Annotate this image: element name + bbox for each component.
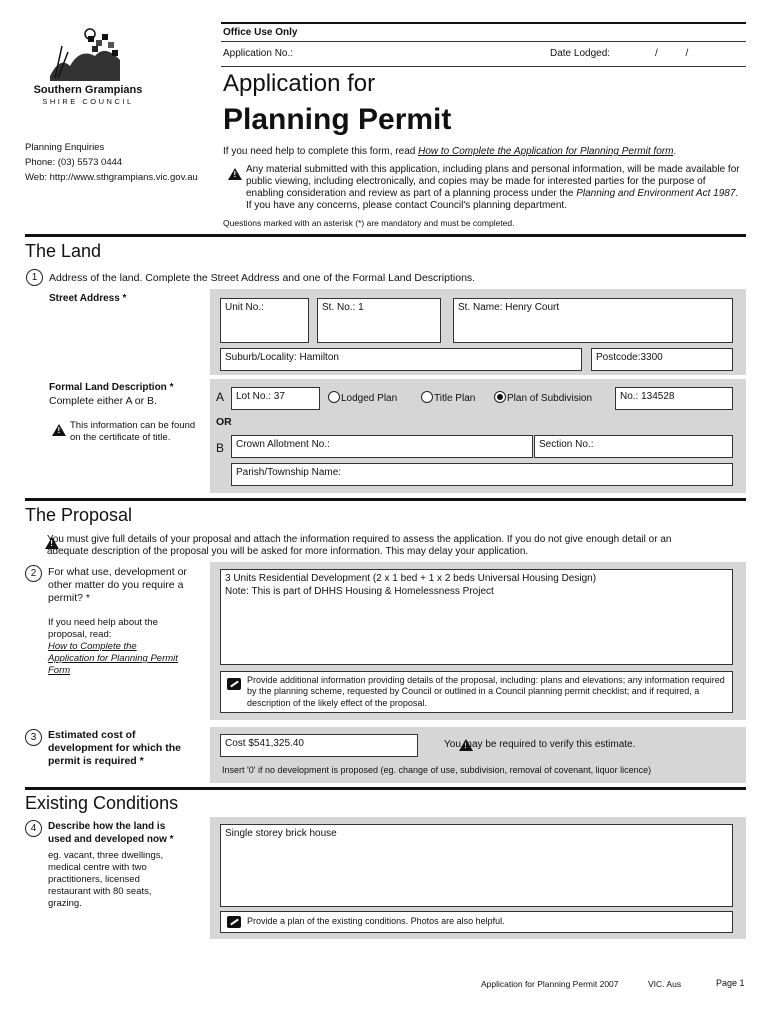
footer-form-name: Application for Planning Permit 2007: [481, 979, 619, 989]
lodged-plan-radio[interactable]: [328, 391, 340, 403]
proposal-rule: [25, 498, 746, 501]
council-name: Southern Grampians: [33, 84, 143, 96]
land-heading: The Land: [25, 241, 102, 261]
proposal-answer-line-1: 3 Units Residential Development (2 x 1 bed + 1 x 2 beds Universal Housing Design): [225, 573, 597, 584]
unit-no-field[interactable]: Unit No.:: [220, 298, 309, 343]
proposal-heading: The Proposal: [25, 505, 133, 525]
question-2-label: For what use, development or other matter do you require a permit? *: [48, 566, 187, 605]
help-link[interactable]: How to Complete the Application for Planning Permit form: [418, 146, 674, 157]
existing-use-field[interactable]: Single storey brick house: [220, 824, 733, 907]
existing-heading: Existing Conditions: [25, 793, 179, 813]
postcode-field[interactable]: Postcode:3300: [591, 348, 733, 371]
crown-allotment-field[interactable]: Crown Allotment No.:: [231, 435, 533, 458]
plan-subdivision-radio[interactable]: [494, 391, 506, 403]
existing-rule: [25, 787, 746, 790]
cost-insert-note: Insert '0' if no development is proposed (eg. change of use, subdivision, removal of covenant, liquor licence): [222, 765, 652, 775]
or-label: OR: [216, 416, 232, 428]
cert-note: This information can be found on the certificate of title.: [70, 420, 196, 443]
section-no-field[interactable]: Section No.:: [534, 435, 733, 458]
warning-icon: [228, 168, 242, 180]
street-name-field[interactable]: St. Name: Henry Court: [453, 298, 733, 343]
mandatory-note: Questions marked with an asterisk (*) are mandatory and must be completed.: [223, 218, 515, 228]
warning-act: Planning and Environment Act 1987: [576, 188, 736, 199]
question-4-help: eg. vacant, three dwellings, medical centre with two practitioners, licensed restaurant with 80 seats, grazing.: [48, 850, 164, 909]
help-text-end: .: [673, 146, 677, 157]
proposal-intro: You must give full details of your proposal and attach the information required to assess the application. If you do not give enough detail or an adequate description of the proposal you will be asked for more information. This may delay your application.: [47, 534, 672, 557]
phone-number: Phone: (03) 5573 0444: [25, 157, 123, 168]
website: Web: http://www.sthgrampians.vic.gov.au: [25, 172, 198, 183]
council-logo-icon: [40, 26, 130, 86]
question-2-number: 2: [25, 565, 42, 582]
verify-note: You may be required to verify this estimate.: [444, 739, 636, 750]
street-address-label: Street Address *: [49, 293, 127, 304]
header-top-rule: [221, 22, 746, 24]
street-no-field[interactable]: St. No.: 1: [317, 298, 441, 343]
warning-text: Any material submitted with this application, including plans and personal information, will be made available for public viewing, including electronically, and copies may be made for interested parties for the purpose of enabling consideration and review as part of a planning process under the: [246, 164, 740, 199]
existing-pen-icon: [227, 916, 241, 928]
help-text-lead: If you need help to complete this form, read: [223, 146, 419, 157]
proposal-note-text: Provide additional information providing details of the proposal, including: plans and elevations; any information required by the planning scheme, requested by Council or outlined in a Council planning permit checklist; and if required, a description of the likely effect of the proposal.: [247, 675, 725, 708]
lot-no-field[interactable]: Lot No.: 37: [231, 387, 320, 410]
footer-page: Page 1: [716, 978, 745, 988]
title-plan-label: Title Plan: [434, 393, 476, 404]
estimated-cost-field[interactable]: Cost $541,325.40: [220, 734, 418, 757]
application-no-field[interactable]: Application No.:: [223, 48, 294, 59]
proposal-answer-line-2: Note: This is part of DHHS Housing & Homelessness Project: [225, 585, 494, 597]
office-use-label: Office Use Only: [223, 27, 298, 38]
suburb-field[interactable]: Suburb/Locality: Hamilton: [220, 348, 582, 371]
question-1-text: Address of the land. Complete the Street Address and one of the Formal Land Descriptions.: [49, 272, 476, 284]
question-2-help: If you need help about the proposal, read:: [48, 617, 158, 640]
footer-state: VIC. Aus: [648, 979, 682, 989]
help-text: [223, 146, 743, 157]
question-3-number: 3: [25, 729, 42, 746]
date-slashes: / /: [655, 48, 689, 59]
question-4-label: Describe how the land is used and developed now *: [48, 821, 174, 845]
lodged-plan-label: Lodged Plan: [341, 393, 398, 404]
formal-land-sub: Complete either A or B.: [49, 395, 157, 407]
title-plan-radio[interactable]: [421, 391, 433, 403]
planning-enquiries: Planning Enquiries: [25, 142, 105, 153]
question-4-number: 4: [25, 820, 42, 837]
cert-warning-icon: [52, 424, 66, 436]
warning-end: . If you have any concerns, please contact Council's planning department.: [246, 188, 739, 211]
question-3-label: Estimated cost of development for which the permit is required *: [48, 729, 182, 768]
date-lodged-field[interactable]: Date Lodged:: [550, 48, 611, 59]
title-line-1: Application for: [223, 70, 376, 97]
question-1-number: 1: [26, 269, 43, 286]
option-a-letter: A: [216, 390, 225, 404]
plan-no-field[interactable]: No.: 134528: [615, 387, 733, 410]
proposal-description-field[interactable]: [220, 569, 733, 665]
plan-subdivision-option[interactable]: [494, 391, 592, 404]
plan-subdivision-label: Plan of Subdivision: [507, 393, 593, 404]
council-subname: SHIRE COUNCIL: [42, 97, 134, 106]
question-2-help-link[interactable]: How to Complete the Application for Planning Permit Form: [48, 641, 178, 676]
option-b-letter: B: [216, 441, 225, 455]
lodged-plan-option[interactable]: [328, 391, 397, 404]
council-logo: [40, 26, 130, 86]
proposal-note-box: [220, 671, 733, 713]
formal-land-label: Formal Land Description *: [49, 382, 174, 393]
pen-icon: [227, 678, 241, 690]
page-title: Planning Permit: [223, 103, 452, 136]
privacy-warning: [228, 164, 743, 212]
existing-note-box: [220, 911, 733, 933]
existing-note-text: Provide a plan of the existing conditions. Photos are also helpful.: [247, 916, 505, 926]
title-plan-option[interactable]: [421, 391, 475, 404]
land-rule: [25, 234, 746, 237]
parish-field[interactable]: Parish/Township Name:: [231, 463, 733, 486]
